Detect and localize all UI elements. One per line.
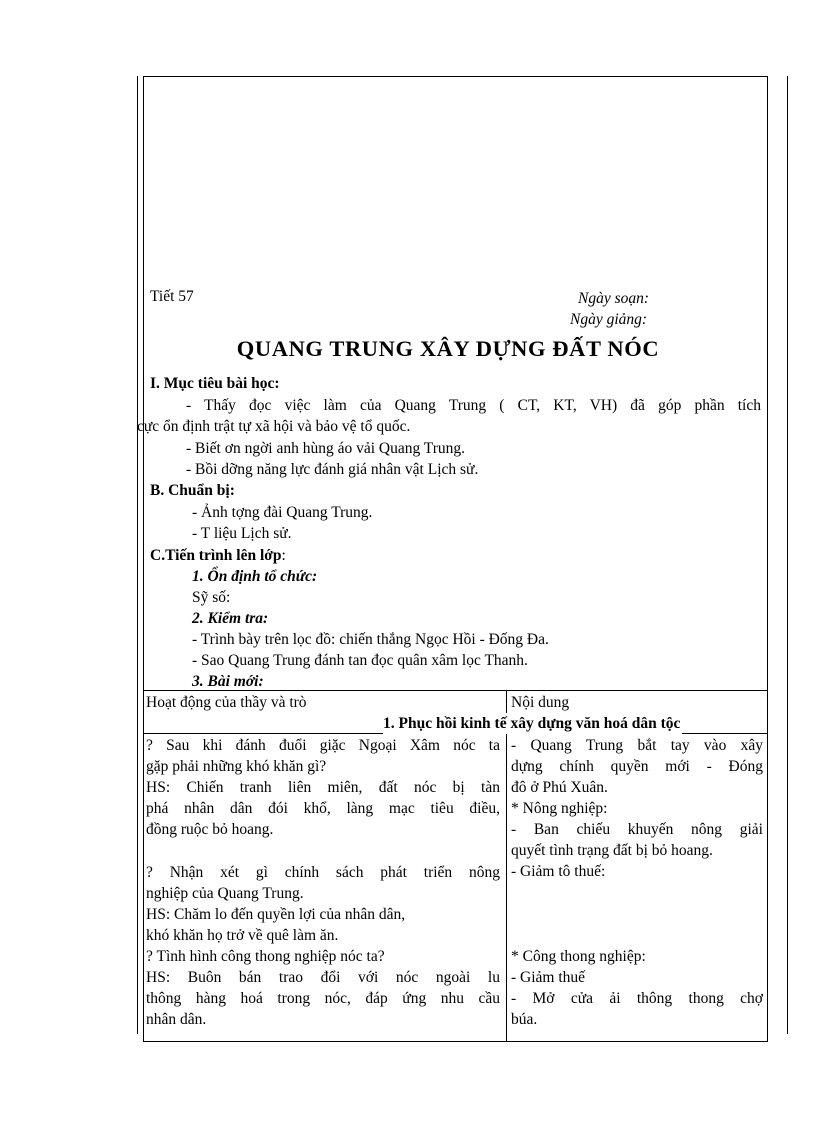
right-commerce-line3: búa. [511, 1011, 538, 1028]
step2-question1: - Trình bày trên lọc đồ: chiến thắng Ngọc Hồi - Đống Đa. [192, 631, 549, 648]
right-agriculture-line3: - Giảm tô thuế: [511, 863, 606, 880]
prep-date-label: Ngày soạn: [578, 290, 650, 307]
preparation-item2: - T liệu Lịch sử. [192, 525, 292, 542]
step2-heading: 2. Kiểm tra: [192, 610, 269, 627]
left-question2-line2: nghiệp của Quang Trung. [146, 885, 304, 902]
objectives-heading: I. Mục tiêu bài học: [150, 375, 280, 392]
right-content1-line2: dựng chính quyền mới - Đóng [511, 758, 763, 775]
left-answer1-line3: đồng ruộc bỏ hoang. [146, 821, 274, 838]
right-agriculture-heading: * Nông nghiệp: [511, 800, 608, 817]
left-question1-line2: gặp phải những khó khăn gì? [146, 758, 327, 775]
page-border-right-inner [767, 76, 768, 1042]
teach-date-label: Ngày giảng: [570, 311, 648, 328]
step3-heading: 3. Bài mới: [192, 673, 264, 690]
left-answer2-line1: HS: Chăm lo đến quyền lợi của nhân dân, [146, 906, 406, 923]
right-commerce-line1: - Giảm thuế [511, 969, 586, 986]
page-border-right-outer [787, 76, 788, 1034]
procedure-heading-text: C.Tiến trình lên lớp [150, 547, 282, 564]
step1-attendance: Sỹ số: [192, 589, 231, 606]
objectives-item1-line1: - Thấy đọc việc làm của Quang Trung ( CT, KT, VH) đã góp phần tích [186, 397, 761, 414]
table-column-divider [506, 690, 507, 1041]
left-answer3-line1: HS: Buôn bán trao đổi với nóc ngoài lu [146, 969, 500, 986]
page-title: QUANG TRUNG XÂY DỰNG ĐẤT NÓC [236, 336, 660, 361]
right-commerce-line2: - Mở cửa ải thông thong chợ [511, 990, 763, 1007]
step1-heading: 1. Ổn định tổ chức: [192, 568, 318, 585]
preparation-heading: B. Chuẩn bị: [150, 482, 235, 499]
objectives-item1-line2: cực ổn định trật tự xã hội và bảo vệ tổ quốc. [137, 418, 411, 435]
left-answer1-line2: phá nhân dân đói khổ, làng mạc tiêu điều, [146, 800, 500, 817]
left-question1-line1: ? Sau khi đánh đuổi giặc Ngoại Xâm nóc ta [146, 737, 500, 754]
procedure-heading-colon: : [281, 547, 286, 564]
right-content1-line3: đô ở Phú Xuân. [511, 779, 608, 796]
left-answer3-line2: thông hàng hoá trong nóc, đáp ứng nhu cầu [146, 990, 500, 1007]
page-border-top [143, 76, 768, 77]
table-left-header: Hoạt động của thầy và trò [146, 694, 307, 711]
left-answer2-line2: khó khăn họ trở về quê làm ăn. [146, 927, 339, 944]
page-border-left-outer [137, 76, 138, 1034]
left-question3-line1: ? Tình hình công thong nghiệp nóc ta? [146, 948, 385, 965]
preparation-item1: - Ảnh tợng đài Quang Trung. [192, 504, 373, 521]
right-agriculture-line1: - Ban chiếu khuyến nông giải [511, 821, 763, 838]
left-answer3-line3: nhân dân. [146, 1011, 207, 1028]
left-answer1-line1: HS: Chiến tranh liên miên, đất nóc bị tàn [146, 779, 500, 796]
table-top-border [143, 690, 768, 691]
step2-question2: - Sao Quang Trung đánh tan đọc quân xâm lọc Thanh. [192, 652, 528, 669]
table-section-title: 1. Phục hồi kinh tế xây dựng văn hoá dân tộc [383, 715, 681, 732]
right-content1-line1: - Quang Trung bắt tay vào xây [511, 737, 763, 754]
left-question2-line1: ? Nhận xét gì chính sách phát triển nông [146, 864, 500, 881]
page-border-left-inner [143, 76, 144, 1042]
page-border-bottom [143, 1041, 768, 1042]
objectives-item2: - Biết ơn ngời anh hùng áo vải Quang Trung. [186, 440, 466, 457]
procedure-heading [150, 545, 286, 566]
lesson-number: Tiết 57 [150, 288, 194, 305]
right-agriculture-line2: quyết tình trạng đất bị bỏ hoang. [511, 842, 713, 859]
table-right-header: Nội dung [511, 694, 570, 711]
objectives-item3: - Bồi dỡng năng lực đánh giá nhân vật Lịch sử. [186, 461, 479, 478]
right-commerce-heading: * Công thong nghiệp: [511, 948, 646, 965]
